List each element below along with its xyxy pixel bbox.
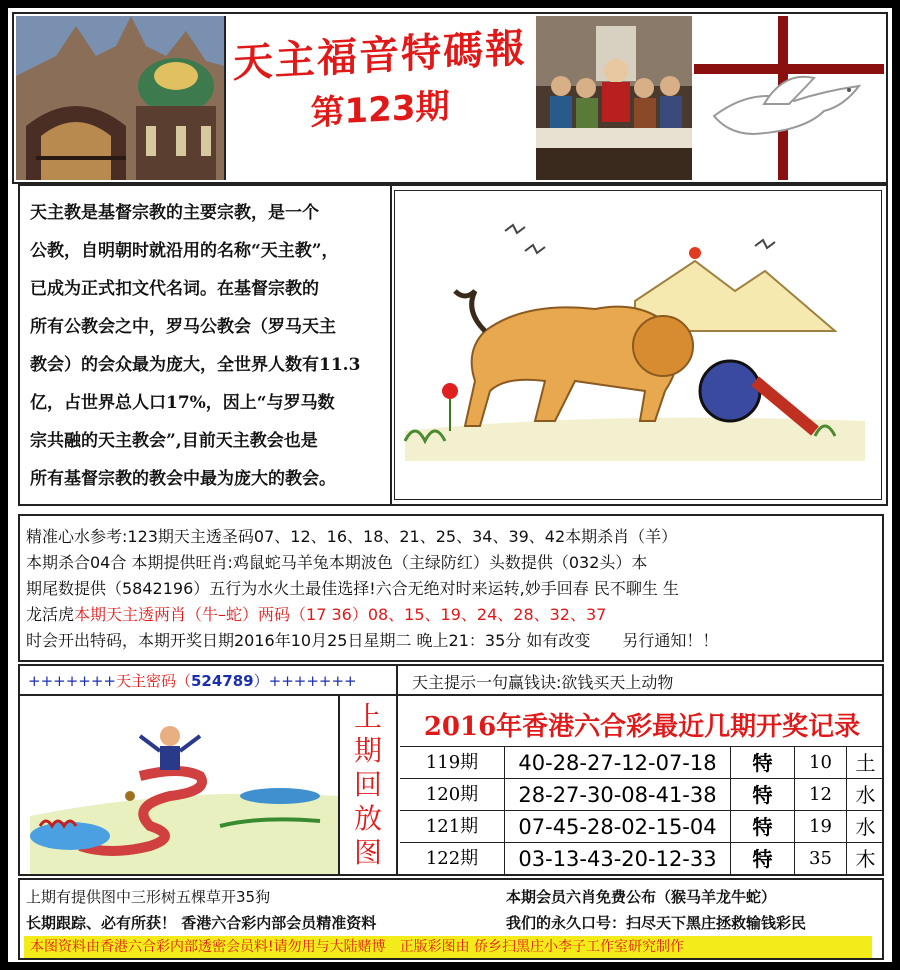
footer-line: 长期跟踪、必有所获！ 香港六合彩内部会员精准资料	[26, 914, 377, 932]
prediction-line: 期尾数提供（5842196）五行为水火土最佳选择!六合无绝对时来运转,妙手回春 民不聊生 生	[26, 579, 679, 598]
prediction-text: 龙活虎	[26, 605, 75, 624]
special-label-cell: 特	[730, 747, 794, 779]
secret-label: 天主密码（	[115, 672, 191, 690]
cross-dove-image	[694, 16, 884, 180]
replay-label-char: 放	[353, 802, 382, 835]
last-issue-replay-label	[340, 696, 398, 874]
divider	[396, 666, 398, 696]
period-cell: 119期	[425, 752, 479, 773]
intro-line: 所有公教会之中，罗马公教会（罗马天主	[30, 317, 336, 337]
secret-bar	[18, 664, 884, 696]
special-label-cell: 特	[730, 779, 794, 811]
period-cell: 120期	[425, 784, 479, 805]
table-row	[400, 746, 884, 779]
intro-line: 教会）的会众最为庞大，全世界人数有11.3	[30, 355, 361, 375]
numbers-cell: 28-27-30-08-41-38	[504, 779, 730, 811]
lion-illustration	[394, 190, 882, 500]
prediction-line: 时会开出特码，本期开奖日期2016年10月25日星期二 晚上21：35分 如有改变 另行通知！！	[26, 631, 719, 650]
element-cell: 木	[846, 843, 884, 875]
table-row	[400, 842, 884, 875]
intro-line: 宗共融的天主教会”,目前天主教会也是	[30, 431, 318, 451]
replay-label-char: 期	[353, 734, 382, 767]
secret-code	[28, 670, 357, 691]
footer-banner: 本图资料由香港六合彩内部透密会员料!请勿用与大陆赌博 正版彩图由 侨乡扫黑庄小李子工作室研究制作	[24, 936, 872, 958]
prediction-line: 本期杀合04合 本期提供旺肖:鸡鼠蛇马羊兔本期波色（主绿防红）头数提供（032头）本	[26, 553, 648, 572]
special-number-cell: 12	[794, 779, 846, 811]
intro-line: 所有基督宗教的教会中最为庞大的教会。	[30, 469, 336, 489]
numbers-cell: 03-13-43-20-12-33	[504, 843, 730, 875]
replay-illustration	[20, 696, 340, 874]
element-cell: 水	[846, 811, 884, 843]
special-number-cell: 35	[794, 843, 846, 875]
intro-panel	[18, 184, 888, 506]
table-row	[400, 810, 884, 843]
prediction-line: 精准心水参考:123期天主透圣码07、12、16、18、21、25、34、39、42本期杀肖（羊）	[26, 527, 678, 546]
period-cell: 121期	[425, 816, 479, 837]
newsletter-page	[8, 8, 892, 962]
records-panel	[18, 694, 884, 876]
intro-line: 公教，自明朝时就沿用的名称“天主教”，	[30, 241, 339, 261]
special-number-cell: 10	[794, 747, 846, 779]
table-row	[400, 778, 884, 811]
period-cell: 122期	[425, 848, 479, 869]
footer-line: 上期有提供图中三形树五棵草开35狗	[26, 888, 271, 906]
footer-line: 本期会员六肖免费公布（猴马羊龙牛蛇）	[506, 888, 777, 906]
records-title: 2016年香港六合彩最近几期开奖记录	[423, 712, 861, 742]
secret-suffix: ）+++++++	[253, 672, 357, 690]
footer-line: 我们的永久口号：扫尽天下黑庄拯救输钱彩民	[506, 914, 807, 932]
intro-line: 天主教是基督宗教的主要宗教，是一个	[30, 203, 319, 223]
prediction-line	[26, 602, 606, 625]
prediction-highlight: 本期天主透两肖（牛–蛇）两码（17 36）08、15、19、24、28、32、37	[74, 605, 607, 624]
last-supper-image	[536, 16, 692, 180]
special-number-cell: 19	[794, 811, 846, 843]
numbers-cell: 07-45-28-02-15-04	[504, 811, 730, 843]
intro-line: 已成为正式扣文代名词。在基督宗教的	[30, 279, 319, 299]
hint-text: 天主提示一句赢钱诀:欲钱买天上动物	[412, 673, 674, 692]
replay-label-char: 上	[353, 700, 382, 733]
intro-text-block	[20, 186, 392, 504]
special-label-cell: 特	[730, 811, 794, 843]
issue-number: 第123期	[310, 86, 450, 134]
numbers-cell: 40-28-27-12-07-18	[504, 747, 730, 779]
replay-label-char: 图	[353, 836, 382, 869]
newsletter-title: 天主福音特碼報	[233, 25, 527, 87]
special-label-cell: 特	[730, 843, 794, 875]
element-cell: 土	[846, 747, 884, 779]
prediction-panel	[18, 514, 884, 662]
replay-label-char: 回	[353, 768, 382, 801]
footer-panel	[18, 878, 884, 960]
header-panel	[12, 12, 888, 184]
secret-prefix: +++++++	[28, 672, 116, 690]
intro-line: 亿，占世界总人口17%，因上“与罗马数	[30, 393, 335, 413]
secret-code-value: 524789	[191, 672, 254, 690]
element-cell: 水	[846, 779, 884, 811]
church-dome-image	[16, 16, 226, 180]
